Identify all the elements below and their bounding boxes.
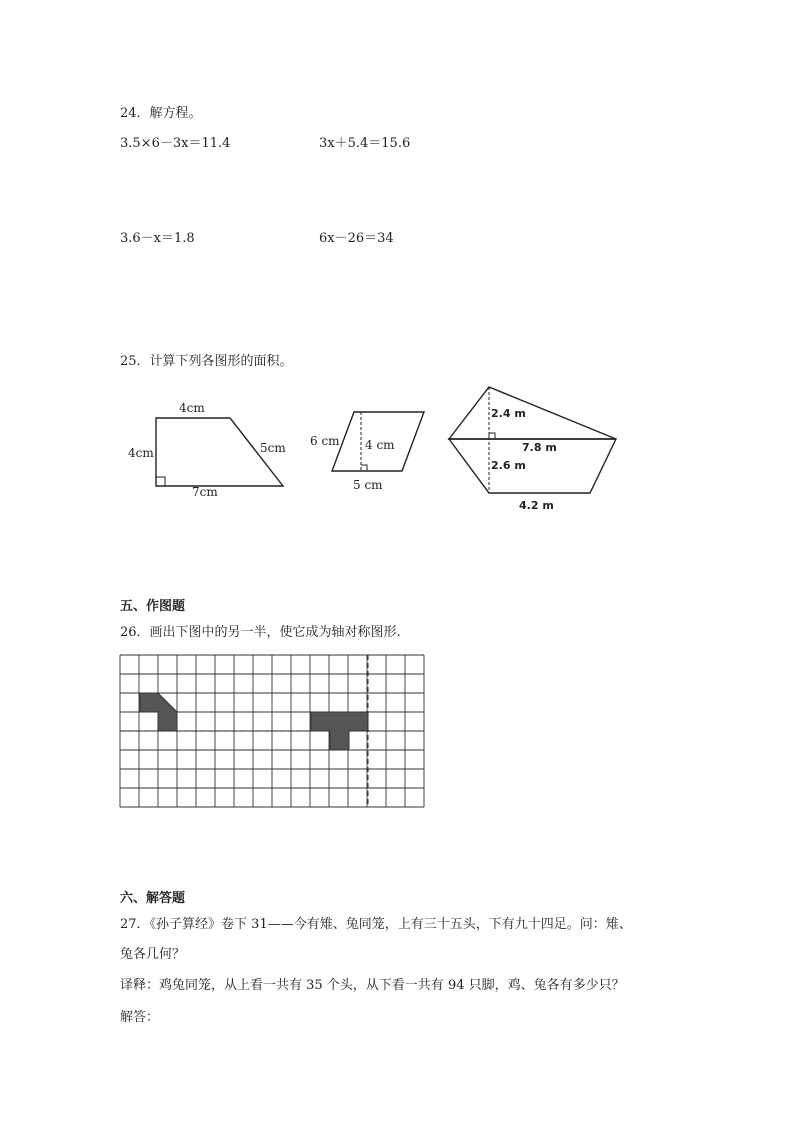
trapezoid-left-label: 4cm [128, 446, 154, 460]
q27-line1: 27．《孙子算经》卷下 31——今有雉、兔同笼，上有三十五头，下有九十四足。问：雉、 [120, 917, 632, 932]
answer-label: 解答： [120, 1010, 160, 1025]
lower-height-label: 2.6 m [491, 459, 526, 472]
shape-right [311, 712, 368, 750]
diagonal-label: 7.8 m [522, 441, 557, 454]
q24-title: 24．解方程。 [120, 106, 202, 121]
upper-triangle [449, 387, 616, 439]
symmetry-grid [120, 655, 428, 810]
q27-line2: 兔各几何？ [120, 947, 186, 962]
composite-figure [445, 383, 625, 515]
section5-title: 五、作图题 [120, 599, 186, 614]
shape-left [140, 693, 177, 731]
parallelogram-base-label: 5 cm [353, 478, 383, 492]
parallelogram-figure [306, 405, 431, 495]
upper-height-label: 2.4 m [491, 407, 526, 420]
right-angle-mark [489, 433, 495, 439]
section6-title: 六、解答题 [120, 891, 186, 906]
trapezoid-right-label: 5cm [260, 441, 286, 455]
right-angle-mark [361, 465, 367, 471]
equation-1: 3.5×6－3x＝11.4 [120, 136, 231, 151]
trapezoid-figure [120, 395, 300, 510]
parallelogram-side-label: 6 cm [310, 434, 340, 448]
equation-2: 3x＋5.4＝15.6 [319, 136, 411, 151]
q27-translation: 译释：鸡兔同笼，从上看一共有 35 个头，从下看一共有 94 只脚，鸡、兔各有多少只？ [120, 978, 625, 993]
right-angle-mark [156, 477, 165, 486]
equation-3: 3.6－x＝1.8 [120, 231, 195, 246]
q25-title: 25．计算下列各图形的面积。 [120, 354, 293, 369]
trapezoid-top-label: 4cm [179, 401, 205, 415]
parallelogram-height-label: 4 cm [365, 438, 395, 452]
bottom-label: 4.2 m [519, 499, 554, 512]
equation-4: 6x－26＝34 [319, 231, 394, 246]
trapezoid-bottom-label: 7cm [192, 485, 218, 499]
q26-title: 26．画出下图中的另一半，使它成为轴对称图形. [120, 625, 401, 640]
